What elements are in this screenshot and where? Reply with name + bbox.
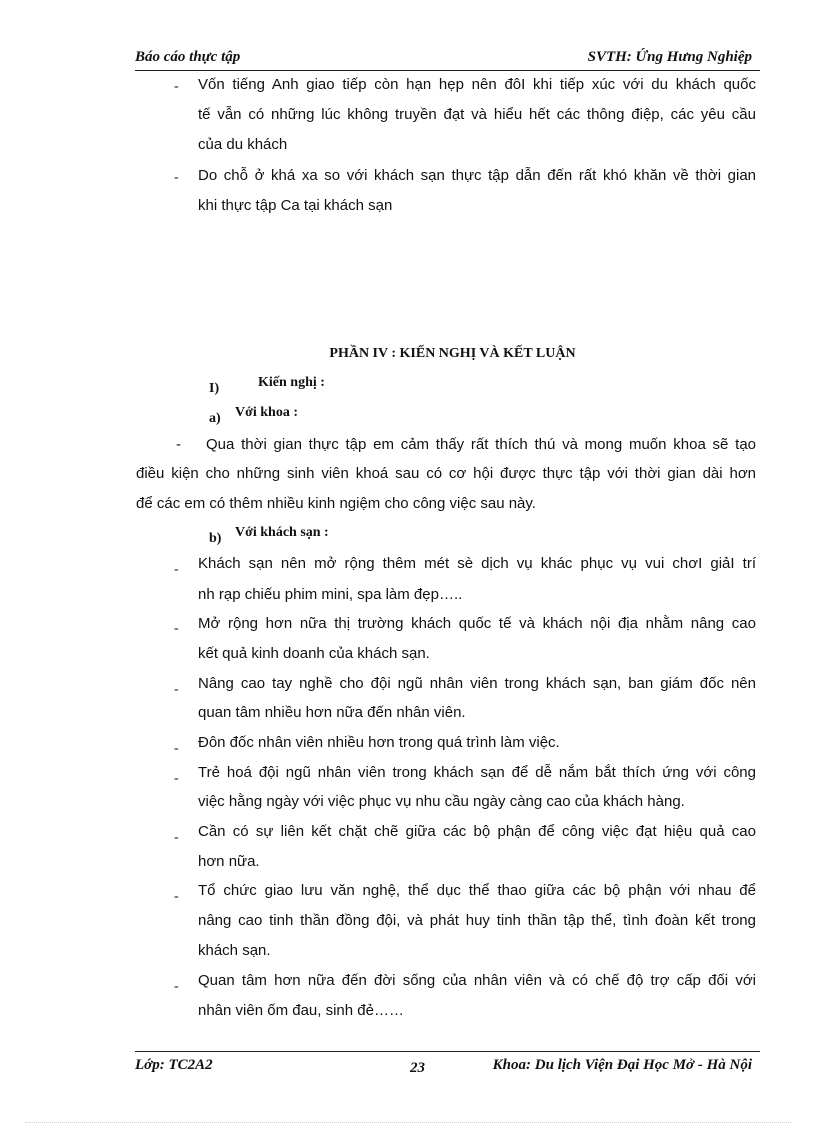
top-bullet-1-line-3: của du khách <box>198 136 288 153</box>
bullet-dash: - <box>174 979 179 994</box>
hotel-bullet-6-line-2: hơn nữa. <box>198 853 260 870</box>
bullet-dash: - <box>174 562 179 577</box>
bullet-dash: - <box>174 741 179 756</box>
top-bullet-2-line-2: khi thực tập Ca tại khách sạn <box>198 197 393 214</box>
part-1-number: I) <box>209 381 220 396</box>
khoa-dash: - <box>176 436 181 453</box>
bullet-dash: - <box>174 170 179 185</box>
header-rule <box>135 70 760 71</box>
footer-left: Lớp: TC2A2 <box>135 1057 213 1073</box>
header-right: SVTH: Ứng Hưng Nghiệp <box>587 49 752 65</box>
hotel-bullet-6-line-1: Cần có sự liên kết chặt chẽ giữa các bộ phận để công việc đạt hiệu quả cao <box>198 823 756 840</box>
khoa-para-line-2: điều kiện cho những sinh viên khoá sau có cơ hội được thực tập với thời gian dài hơn <box>136 465 756 482</box>
hotel-bullet-4-line-1: Đôn đốc nhân viên nhiều hơn trong quá trình làm việc. <box>198 734 560 751</box>
bullet-dash: - <box>174 771 179 786</box>
part-b-number: b) <box>209 531 222 546</box>
hotel-bullet-5-line-1: Trẻ hoá đội ngũ nhân viên trong khách sạn để dễ nắm bắt thích ứng với công <box>198 764 756 781</box>
hotel-bullet-2-line-1: Mở rộng hơn nữa thị trường khách quốc tế và khách nội địa nhằm nâng cao <box>198 615 756 632</box>
bullet-dash: - <box>174 621 179 636</box>
footer-rule <box>135 1051 760 1052</box>
page-number: 23 <box>410 1060 425 1076</box>
hotel-bullet-7-line-2: nâng cao tinh thần đồng đội, và phát huy tinh thần tập thể, tình đoàn kết trong <box>198 912 756 929</box>
bullet-dash: - <box>174 682 179 697</box>
top-bullet-2-line-1: Do chỗ ở khá xa so với khách sạn thực tập dẫn đến rất khó khăn về thời gian <box>198 167 756 184</box>
part-1-label: Kiến nghị : <box>258 375 325 390</box>
hotel-bullet-1-line-1: Khách sạn nên mở rộng thêm mét sè dịch vụ khác phục vụ vui chơI giảI trí <box>198 555 756 572</box>
top-bullet-1-line-1: Vốn tiếng Anh giao tiếp còn hạn hẹp nên đôI khi tiếp xúc với du khách quốc <box>198 76 756 93</box>
hotel-bullet-8-line-2: nhân viên ốm đau, sinh đẻ…… <box>198 1002 404 1019</box>
hotel-bullet-3-line-1: Nâng cao tay nghề cho đội ngũ nhân viên trong khách sạn, ban giám đốc nên <box>198 675 756 692</box>
khoa-para-line-1: Qua thời gian thực tập em cảm thấy rất thích thú và mong muốn khoa sẽ tạo <box>206 436 756 453</box>
section-title: PHẦN IV : KIẾN NGHỊ VÀ KẾT LUẬN <box>329 346 576 361</box>
bullet-dash: - <box>174 830 179 845</box>
hotel-bullet-7-line-1: Tổ chức giao lưu văn nghệ, thể dục thể thao giữa các bộ phận với nhau để <box>198 882 756 899</box>
part-b-label: Với khách sạn : <box>235 525 329 540</box>
bullet-dash: - <box>174 79 179 94</box>
hotel-bullet-1-line-2: nh rạp chiếu phim mini, spa làm đẹp….. <box>198 586 463 603</box>
top-bullet-1-line-2: tế vẫn có những lúc không truyền đạt và hiểu hết các thông điệp, các yêu cầu <box>198 106 756 123</box>
hotel-bullet-3-line-2: quan tâm nhiều hơn nữa đến nhân viên. <box>198 704 466 721</box>
bullet-dash: - <box>174 889 179 904</box>
hotel-bullet-2-line-2: kết quả kinh doanh của khách sạn. <box>198 645 430 662</box>
footer-right: Khoa: Du lịch Viện Đại Học Mở - Hà Nội <box>492 1057 752 1073</box>
header-left: Báo cáo thực tập <box>135 49 241 65</box>
hotel-bullet-8-line-1: Quan tâm hơn nữa đến đời sống của nhân viên và có chế độ trợ cấp đối với <box>198 972 756 989</box>
part-a-label: Với khoa : <box>235 405 298 420</box>
khoa-para-line-3: để các em có thêm nhiều kinh ngiệm cho công việc sau này. <box>136 495 536 512</box>
part-a-number: a) <box>209 411 221 426</box>
hotel-bullet-7-line-3: khách sạn. <box>198 942 271 959</box>
hotel-bullet-5-line-2: việc hằng ngày với việc phục vụ nhu cầu ngày càng cao của khách hàng. <box>198 793 685 810</box>
